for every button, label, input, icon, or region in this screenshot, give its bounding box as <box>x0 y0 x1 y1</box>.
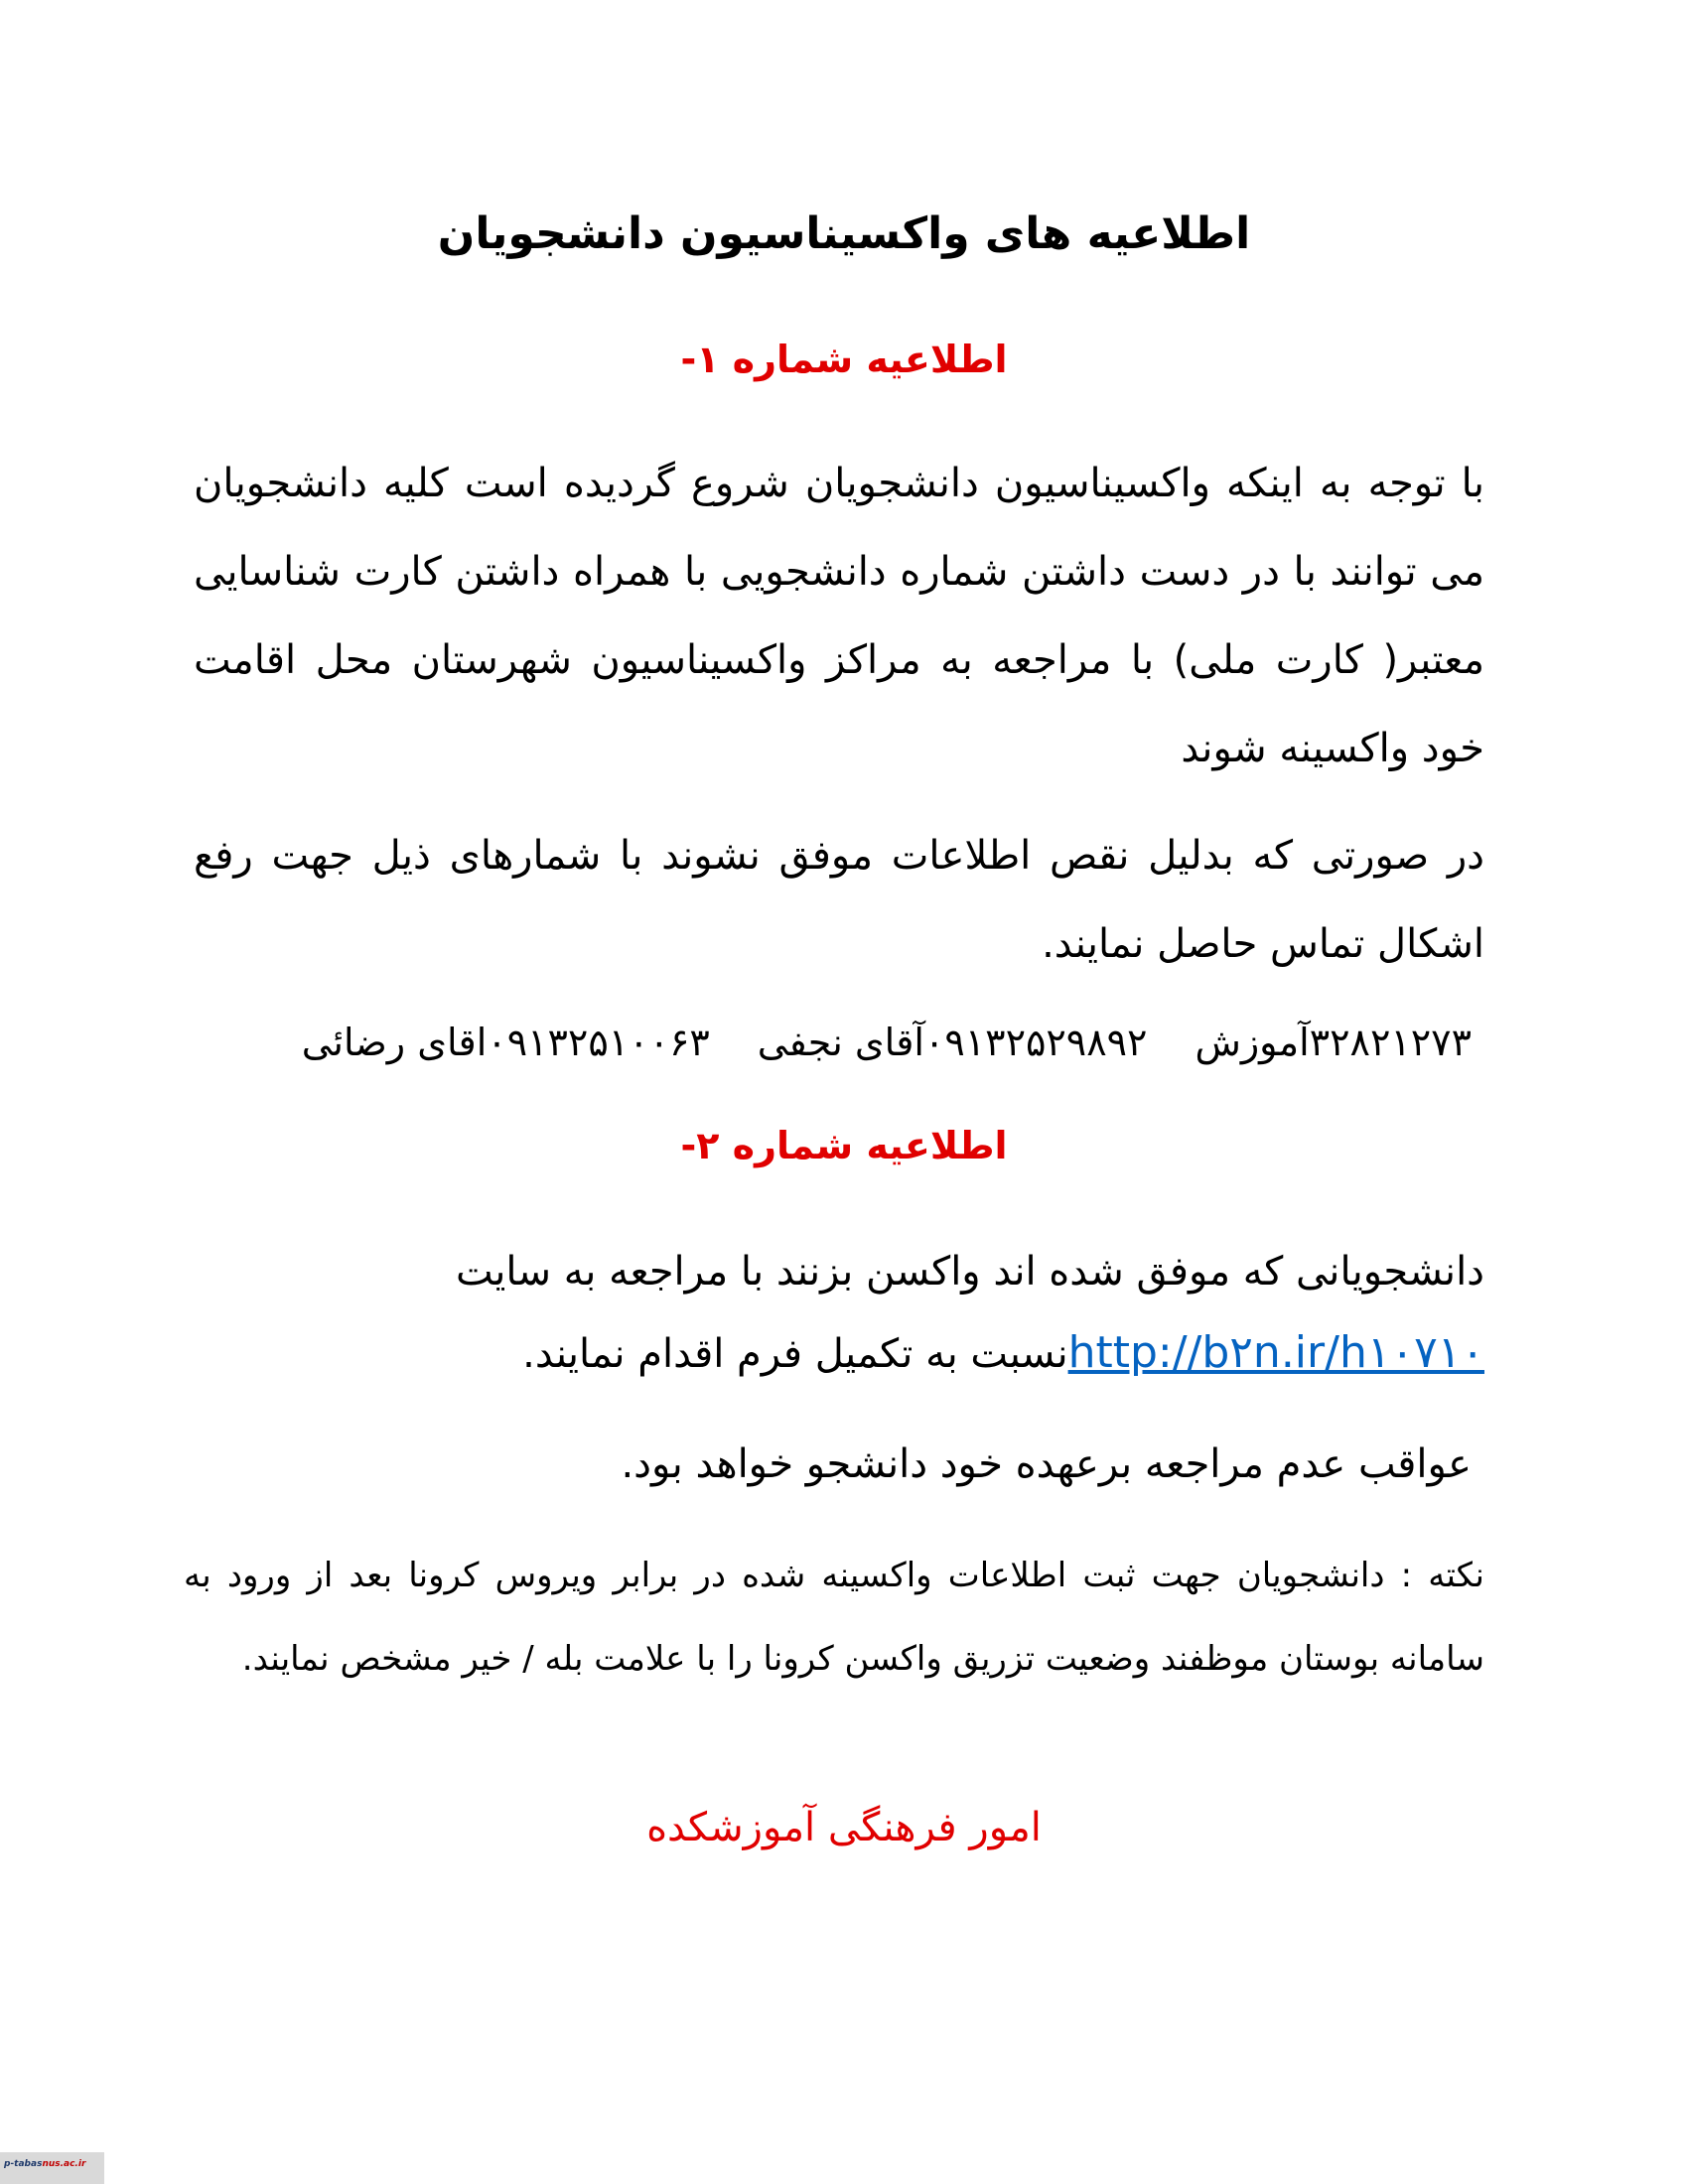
note-text: نکته : دانشجویان جهت ثبت اطلاعات واکسینه شده در برابر ویروس کرونا بعد از ورود به سامانه بوستان موظفند وضعیت تزریق واکسن کرونا را با علامت بله / خیر مشخص نمایند. <box>184 1556 1484 1679</box>
site-watermark <box>0 2152 104 2184</box>
notice-2-paragraph <box>194 1231 1484 1395</box>
notice-1-heading: اطلاعیه شماره ۱- <box>680 338 1008 381</box>
document-title: اطلاعیه های واکسیناسیون دانشجویان <box>437 208 1251 259</box>
contact-rezaei: ۰۹۱۳۲۵۱۰۰۶۳اقای رضائی <box>301 1021 710 1064</box>
notice-2-text-after-link: نسبت به تکمیل فرم اقدام نمایند. <box>522 1331 1068 1377</box>
contact-education: ۳۲۸۲۱۲۷۳آموزش <box>1195 1021 1472 1064</box>
notice-1-paragraph-1: با توجه به اینکه واکسیناسیون دانشجویان شروع گردیده است کلیه دانشجویان می توانند با در دست داشتن شماره دانشجویی با همراه داشتن کارت شناسایی معتبر( کارت ملی) با مراجعه به مراکز واکسیناسیون شهرستان محل اقامت خود واکسینه شوند <box>194 461 1484 771</box>
notice-2-heading: اطلاعیه شماره ۲- <box>680 1124 1008 1167</box>
contact-numbers <box>181 1008 1472 1077</box>
form-link[interactable]: http://b۲n.ir/h۱۰۷۱۰ <box>1067 1327 1484 1378</box>
watermark-prefix: p-tabas <box>4 2159 43 2169</box>
notice-1-paragraph-2: در صورتی که بدلیل نقص اطلاعات موفق نشوند با شمارهای ذیل جهت رفع اشکال تماس حاصل نمایند. <box>194 833 1484 967</box>
watermark-suffix: nus.ac.ir <box>42 2159 86 2169</box>
consequence-text: عواقب عدم مراجعه برعهده خود دانشجو خواهد بود. <box>621 1441 1472 1487</box>
contact-najafi: ۰۹۱۳۲۵۲۹۸۹۲آقای نجفی <box>757 1021 1148 1064</box>
signature: امور فرهنگی آموزشکده <box>646 1805 1042 1850</box>
notice-2-text-before-link: دانشجویانی که موفق شده اند واکسن بزنند با مراجعه به سایت <box>455 1249 1484 1295</box>
